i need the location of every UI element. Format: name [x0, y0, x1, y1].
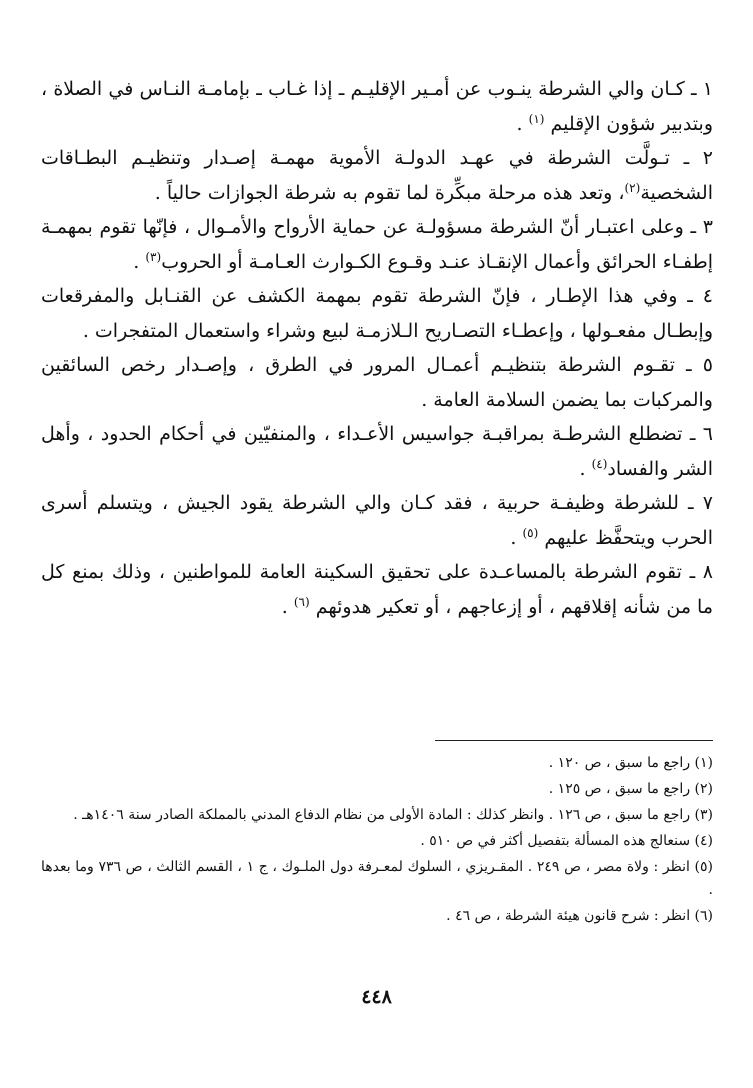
- list-item: [41, 141, 713, 210]
- item-number: ٥ ـ: [674, 354, 713, 376]
- item-number: ٧ ـ: [678, 492, 713, 514]
- page-number: ٤٤٨: [361, 986, 392, 1008]
- main-text: [41, 72, 713, 624]
- item-text-end: ، وتعد هذه مرحلة مبكِّرة لما تقوم به شرطة الجوازات حالياً .: [154, 181, 625, 204]
- footnote: (٥) انظر : ولاة مصر ، ص ٢٤٩ . المقـريزي ، السلوك لمعـرفة دول الملـوك ، ج ١ ، القسم الثالث ، ص ٧٣٦ وما بعدها .: [41, 859, 714, 898]
- footnote-ref[interactable]: (٥): [522, 525, 539, 540]
- footnote-ref[interactable]: (٢): [624, 180, 641, 195]
- item-text: وفي هذا الإطـار ، فإنّ الشرطة تقوم بمهمة الكشف عن القنـابل والمفرقعات وإبطـال مفعـولها ، وإعطـاء التصـاريح الـلازمـة لبيع وشراء واستعمال المتفجرات .: [41, 285, 713, 342]
- footnote: (٢) راجع ما سبق ، ص ١٢٥ .: [548, 781, 713, 797]
- item-number: ٣ ـ: [683, 216, 713, 238]
- item-text-end: .: [579, 457, 586, 480]
- item-text: تقوم الشرطة بالمساعـدة على تحقيق السكينة العامة للمواطنين ، وذلك بمنع كل ما من شأنه إقلاقهم ، أو إزعاجهم ، أو تعكير هدوئهم: [41, 561, 713, 618]
- footnote-ref[interactable]: (٣): [145, 249, 162, 264]
- footnote: (٣) راجع ما سبق ، ص ١٢٦ . وانظر كذلك : المادة الأولى من نظام الدفاع المدني بالمملكة الصادر سنة ١٤٠٦هـ .: [73, 807, 713, 823]
- item-text: كـان والي الشرطة ينـوب عن أمـير الإقليـم ـ إذا غـاب ـ بإمامـة النـاس في الصلاة ، وبتدبير شؤون الإقليم: [41, 78, 713, 135]
- list-item: [41, 348, 713, 417]
- footnotes: [41, 752, 713, 931]
- list-item: [41, 279, 713, 348]
- item-text-end: .: [516, 112, 523, 135]
- item-text-end: .: [133, 250, 140, 273]
- footnote: (١) راجع ما سبق ، ص ١٢٠ .: [548, 755, 713, 771]
- footnote-separator: [435, 740, 713, 741]
- item-text: للشرطة وظيفـة حربية ، فقد كـان والي الشرطة يقود الجيش ، ويتسلم أسرى الحرب ويتحفَّظ عليهم: [41, 492, 713, 549]
- footnote: (٤) سنعالج هذه المسألة بتفصيل أكثر في ص ٥١٠ .: [420, 833, 713, 849]
- footnote-ref[interactable]: (٤): [591, 456, 608, 471]
- item-text: وعلى اعتبـار أنّ الشرطة مسؤولـة عن حماية الأرواح والأمـوال ، فإنّها تقوم بمهمـة إطفـاء الحرائق وأعمال الإنقـاذ عنـد وقـوع الكـوارث العـامـة أو الحروب: [41, 216, 713, 273]
- footnote-ref[interactable]: (٦): [293, 594, 310, 609]
- item-text: تـولَّت الشرطة في عهـد الدولـة الأموية مهمـة إصـدار وتنظيـم البطـاقات الشخصية: [41, 147, 713, 204]
- list-item: [41, 210, 713, 279]
- list-item: [41, 417, 713, 486]
- item-number: ١ ـ: [684, 78, 713, 100]
- footnote: (٦) انظر : شرح قانون هيئة الشرطة ، ص ٤٦ .: [446, 908, 713, 924]
- item-text-end: .: [281, 595, 288, 618]
- item-text-end: .: [510, 526, 517, 549]
- item-number: ٨ ـ: [681, 561, 714, 583]
- list-item: [41, 72, 713, 141]
- item-number: ٤ ـ: [677, 285, 713, 307]
- item-text: تضطلع الشرطـة بمراقبـة جواسيس الأعـداء ، والمنفيّين في أحكام الحدود ، وأهل الشر والفساد: [41, 423, 713, 480]
- item-text: تقـوم الشرطة بتنظيـم أعمـال المرور في الطرق ، وإصـدار رخص السائقين والمركبات بما يضمن السلامة العامة .: [41, 354, 713, 411]
- item-number: ٢ ـ: [669, 147, 713, 169]
- list-item: [41, 555, 713, 624]
- list-item: [41, 486, 713, 555]
- item-number: ٦ ـ: [682, 423, 713, 445]
- footnote-ref[interactable]: (١): [528, 111, 545, 126]
